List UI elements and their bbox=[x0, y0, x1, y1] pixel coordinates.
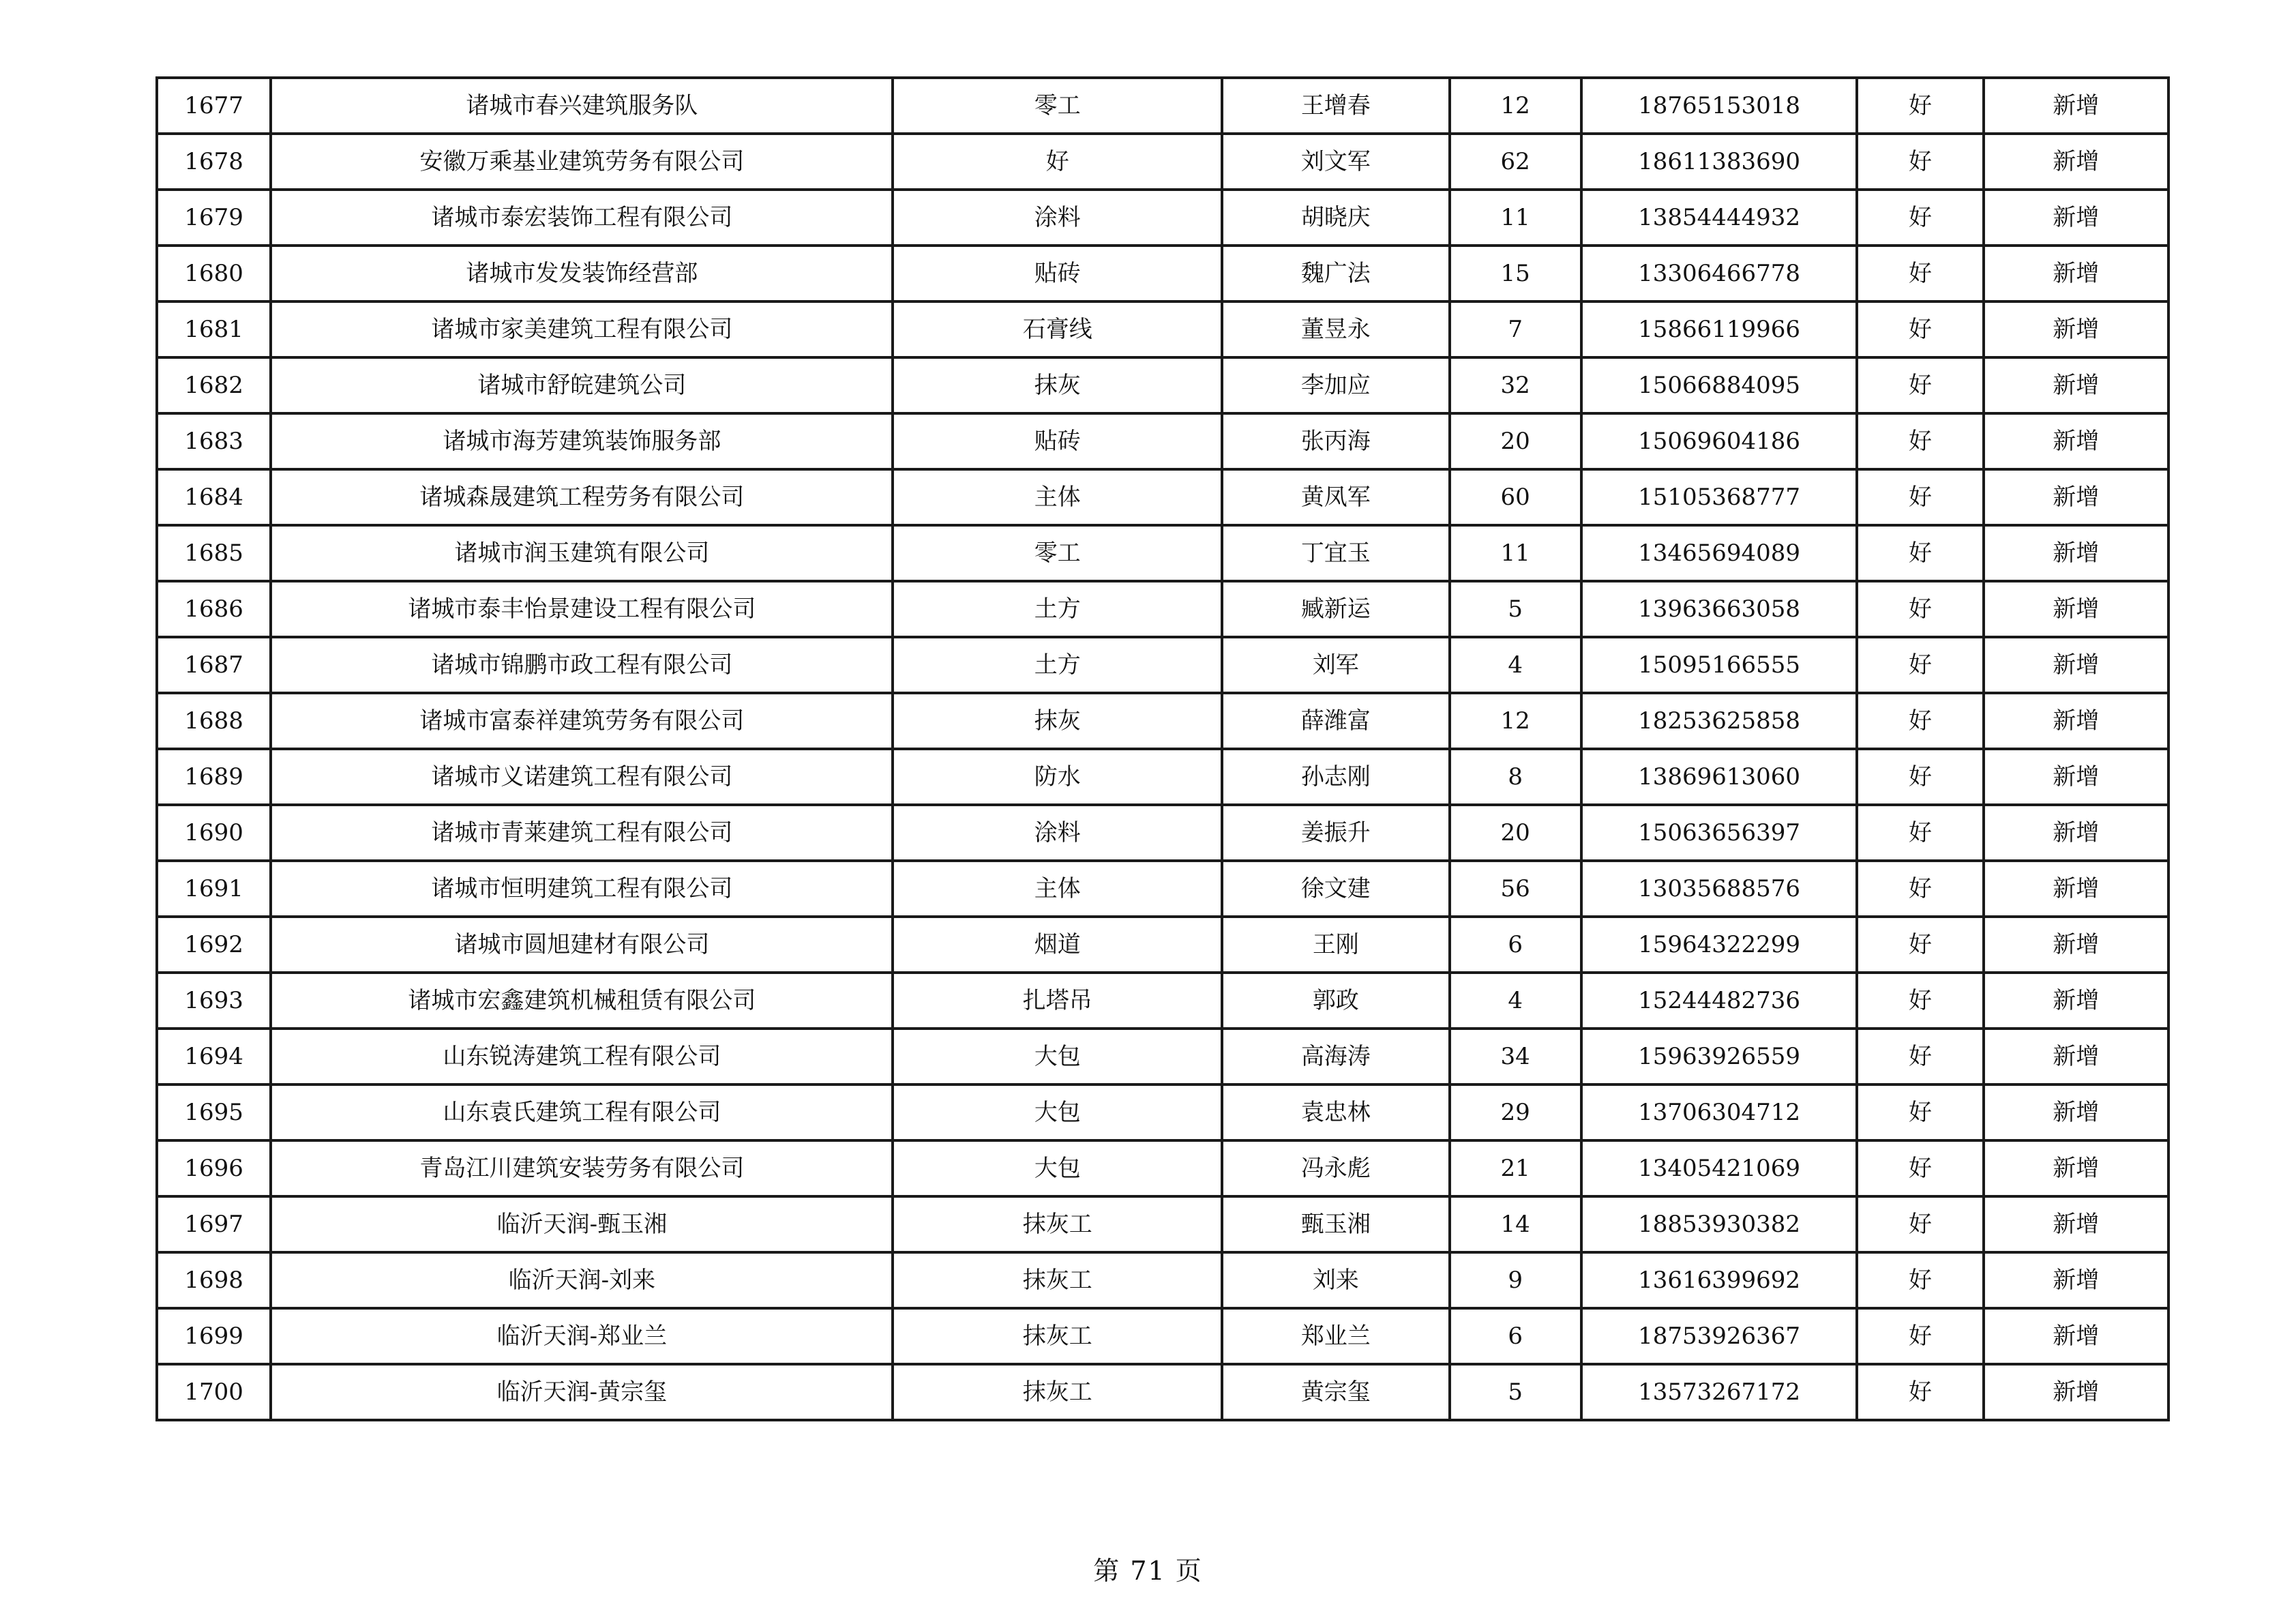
phone-number-cell: 13405421069 bbox=[1581, 1140, 1858, 1196]
contact-person-cell: 郭政 bbox=[1222, 973, 1449, 1029]
row-number-cell: 1688 bbox=[157, 693, 271, 749]
row-number-cell: 1696 bbox=[157, 1140, 271, 1196]
phone-number-cell: 15066884095 bbox=[1581, 357, 1858, 413]
worker-count-cell: 11 bbox=[1450, 190, 1581, 246]
contact-person-cell: 董昱永 bbox=[1222, 301, 1449, 357]
company-name-cell: 临沂天润-郑业兰 bbox=[271, 1308, 893, 1364]
worker-count-cell: 5 bbox=[1450, 581, 1581, 637]
row-number-cell: 1686 bbox=[157, 581, 271, 637]
rating-cell: 好 bbox=[1857, 1196, 1983, 1252]
company-name-cell: 临沂天润-黄宗玺 bbox=[271, 1364, 893, 1420]
table-row bbox=[157, 1196, 2168, 1252]
table-body bbox=[157, 78, 2168, 1420]
trade-type-cell: 大包 bbox=[893, 1084, 1222, 1140]
status-cell: 新增 bbox=[1984, 1308, 2168, 1364]
status-cell: 新增 bbox=[1984, 469, 2168, 525]
trade-type-cell: 零工 bbox=[893, 525, 1222, 581]
table-row bbox=[157, 134, 2168, 190]
table-row bbox=[157, 749, 2168, 805]
worker-count-cell: 14 bbox=[1450, 1196, 1581, 1252]
status-cell: 新增 bbox=[1984, 581, 2168, 637]
table-row bbox=[157, 917, 2168, 973]
phone-number-cell: 18853930382 bbox=[1581, 1196, 1858, 1252]
rating-cell: 好 bbox=[1857, 246, 1983, 301]
table-row bbox=[157, 1364, 2168, 1420]
phone-number-cell: 13963663058 bbox=[1581, 581, 1858, 637]
contact-person-cell: 高海涛 bbox=[1222, 1029, 1449, 1084]
status-cell: 新增 bbox=[1984, 1196, 2168, 1252]
table-row bbox=[157, 581, 2168, 637]
page-number: 第 71 页 bbox=[1093, 1556, 1203, 1586]
rating-cell: 好 bbox=[1857, 1029, 1983, 1084]
worker-count-cell: 56 bbox=[1450, 861, 1581, 917]
status-cell: 新增 bbox=[1984, 973, 2168, 1029]
company-name-cell: 诸城市青莱建筑工程有限公司 bbox=[271, 805, 893, 861]
company-name-cell: 诸城市富泰祥建筑劳务有限公司 bbox=[271, 693, 893, 749]
rating-cell: 好 bbox=[1857, 581, 1983, 637]
company-name-cell: 诸城市发发装饰经营部 bbox=[271, 246, 893, 301]
contact-person-cell: 魏广法 bbox=[1222, 246, 1449, 301]
status-cell: 新增 bbox=[1984, 1140, 2168, 1196]
phone-number-cell: 13573267172 bbox=[1581, 1364, 1858, 1420]
table-row bbox=[157, 805, 2168, 861]
company-name-cell: 诸城市泰丰怡景建设工程有限公司 bbox=[271, 581, 893, 637]
phone-number-cell: 15964322299 bbox=[1581, 917, 1858, 973]
trade-type-cell: 贴砖 bbox=[893, 246, 1222, 301]
rating-cell: 好 bbox=[1857, 1084, 1983, 1140]
phone-number-cell: 13306466778 bbox=[1581, 246, 1858, 301]
phone-number-cell: 18753926367 bbox=[1581, 1308, 1858, 1364]
row-number-cell: 1697 bbox=[157, 1196, 271, 1252]
contact-person-cell: 甄玉湘 bbox=[1222, 1196, 1449, 1252]
company-name-cell: 诸城市舒皖建筑公司 bbox=[271, 357, 893, 413]
contact-person-cell: 丁宜玉 bbox=[1222, 525, 1449, 581]
worker-count-cell: 12 bbox=[1450, 693, 1581, 749]
contact-person-cell: 刘文军 bbox=[1222, 134, 1449, 190]
status-cell: 新增 bbox=[1984, 1364, 2168, 1420]
contact-person-cell: 张丙海 bbox=[1222, 413, 1449, 469]
table-row bbox=[157, 1140, 2168, 1196]
rating-cell: 好 bbox=[1857, 1364, 1983, 1420]
worker-count-cell: 29 bbox=[1450, 1084, 1581, 1140]
rating-cell: 好 bbox=[1857, 637, 1983, 693]
table-row bbox=[157, 1308, 2168, 1364]
status-cell: 新增 bbox=[1984, 693, 2168, 749]
rating-cell: 好 bbox=[1857, 1252, 1983, 1308]
company-name-cell: 诸城市宏鑫建筑机械租赁有限公司 bbox=[271, 973, 893, 1029]
status-cell: 新增 bbox=[1984, 525, 2168, 581]
contact-person-cell: 黄凤军 bbox=[1222, 469, 1449, 525]
company-name-cell: 诸城森晟建筑工程劳务有限公司 bbox=[271, 469, 893, 525]
table-row bbox=[157, 78, 2168, 134]
row-number-cell: 1689 bbox=[157, 749, 271, 805]
row-number-cell: 1677 bbox=[157, 78, 271, 134]
worker-count-cell: 21 bbox=[1450, 1140, 1581, 1196]
company-name-cell: 诸城市圆旭建材有限公司 bbox=[271, 917, 893, 973]
company-name-cell: 诸城市海芳建筑装饰服务部 bbox=[271, 413, 893, 469]
table-row bbox=[157, 469, 2168, 525]
rating-cell: 好 bbox=[1857, 357, 1983, 413]
worker-count-cell: 60 bbox=[1450, 469, 1581, 525]
phone-number-cell: 15095166555 bbox=[1581, 637, 1858, 693]
rating-cell: 好 bbox=[1857, 525, 1983, 581]
row-number-cell: 1700 bbox=[157, 1364, 271, 1420]
phone-number-cell: 13465694089 bbox=[1581, 525, 1858, 581]
status-cell: 新增 bbox=[1984, 637, 2168, 693]
rating-cell: 好 bbox=[1857, 973, 1983, 1029]
trade-type-cell: 抹灰 bbox=[893, 357, 1222, 413]
row-number-cell: 1691 bbox=[157, 861, 271, 917]
worker-count-cell: 4 bbox=[1450, 973, 1581, 1029]
worker-count-cell: 32 bbox=[1450, 357, 1581, 413]
row-number-cell: 1694 bbox=[157, 1029, 271, 1084]
row-number-cell: 1682 bbox=[157, 357, 271, 413]
phone-number-cell: 13869613060 bbox=[1581, 749, 1858, 805]
company-name-cell: 诸城市春兴建筑服务队 bbox=[271, 78, 893, 134]
trade-type-cell: 土方 bbox=[893, 637, 1222, 693]
phone-number-cell: 15963926559 bbox=[1581, 1029, 1858, 1084]
rating-cell: 好 bbox=[1857, 469, 1983, 525]
trade-type-cell: 石膏线 bbox=[893, 301, 1222, 357]
trade-type-cell: 大包 bbox=[893, 1140, 1222, 1196]
table-row bbox=[157, 246, 2168, 301]
contact-person-cell: 徐文建 bbox=[1222, 861, 1449, 917]
company-name-cell: 诸城市泰宏装饰工程有限公司 bbox=[271, 190, 893, 246]
table-row bbox=[157, 190, 2168, 246]
worker-count-cell: 6 bbox=[1450, 1308, 1581, 1364]
table-row bbox=[157, 1252, 2168, 1308]
company-name-cell: 山东袁氏建筑工程有限公司 bbox=[271, 1084, 893, 1140]
status-cell: 新增 bbox=[1984, 805, 2168, 861]
trade-type-cell: 扎塔吊 bbox=[893, 973, 1222, 1029]
row-number-cell: 1681 bbox=[157, 301, 271, 357]
contact-person-cell: 刘军 bbox=[1222, 637, 1449, 693]
row-number-cell: 1692 bbox=[157, 917, 271, 973]
rating-cell: 好 bbox=[1857, 301, 1983, 357]
status-cell: 新增 bbox=[1984, 1084, 2168, 1140]
phone-number-cell: 13706304712 bbox=[1581, 1084, 1858, 1140]
row-number-cell: 1695 bbox=[157, 1084, 271, 1140]
contact-person-cell: 孙志刚 bbox=[1222, 749, 1449, 805]
row-number-cell: 1685 bbox=[157, 525, 271, 581]
company-name-cell: 诸城市润玉建筑有限公司 bbox=[271, 525, 893, 581]
trade-type-cell: 大包 bbox=[893, 1029, 1222, 1084]
rating-cell: 好 bbox=[1857, 134, 1983, 190]
table-row bbox=[157, 637, 2168, 693]
phone-number-cell: 15105368777 bbox=[1581, 469, 1858, 525]
contact-person-cell: 王刚 bbox=[1222, 917, 1449, 973]
row-number-cell: 1693 bbox=[157, 973, 271, 1029]
company-name-cell: 青岛江川建筑安装劳务有限公司 bbox=[271, 1140, 893, 1196]
contractor-table bbox=[155, 76, 2170, 1421]
row-number-cell: 1698 bbox=[157, 1252, 271, 1308]
company-name-cell: 诸城市恒明建筑工程有限公司 bbox=[271, 861, 893, 917]
company-name-cell: 安徽万乘基业建筑劳务有限公司 bbox=[271, 134, 893, 190]
row-number-cell: 1684 bbox=[157, 469, 271, 525]
phone-number-cell: 15866119966 bbox=[1581, 301, 1858, 357]
row-number-cell: 1678 bbox=[157, 134, 271, 190]
row-number-cell: 1687 bbox=[157, 637, 271, 693]
trade-type-cell: 抹灰 bbox=[893, 693, 1222, 749]
company-name-cell: 临沂天润-甄玉湘 bbox=[271, 1196, 893, 1252]
trade-type-cell: 涂料 bbox=[893, 190, 1222, 246]
contact-person-cell: 胡晓庆 bbox=[1222, 190, 1449, 246]
worker-count-cell: 20 bbox=[1450, 413, 1581, 469]
row-number-cell: 1679 bbox=[157, 190, 271, 246]
table-row bbox=[157, 693, 2168, 749]
row-number-cell: 1680 bbox=[157, 246, 271, 301]
status-cell: 新增 bbox=[1984, 917, 2168, 973]
rating-cell: 好 bbox=[1857, 805, 1983, 861]
status-cell: 新增 bbox=[1984, 861, 2168, 917]
worker-count-cell: 8 bbox=[1450, 749, 1581, 805]
trade-type-cell: 零工 bbox=[893, 78, 1222, 134]
contact-person-cell: 臧新运 bbox=[1222, 581, 1449, 637]
trade-type-cell: 主体 bbox=[893, 469, 1222, 525]
rating-cell: 好 bbox=[1857, 190, 1983, 246]
status-cell: 新增 bbox=[1984, 134, 2168, 190]
trade-type-cell: 涂料 bbox=[893, 805, 1222, 861]
worker-count-cell: 34 bbox=[1450, 1029, 1581, 1084]
table-row bbox=[157, 1084, 2168, 1140]
rating-cell: 好 bbox=[1857, 413, 1983, 469]
contact-person-cell: 李加应 bbox=[1222, 357, 1449, 413]
worker-count-cell: 7 bbox=[1450, 301, 1581, 357]
status-cell: 新增 bbox=[1984, 749, 2168, 805]
company-name-cell: 诸城市义诺建筑工程有限公司 bbox=[271, 749, 893, 805]
worker-count-cell: 6 bbox=[1450, 917, 1581, 973]
table-row bbox=[157, 861, 2168, 917]
trade-type-cell: 主体 bbox=[893, 861, 1222, 917]
rating-cell: 好 bbox=[1857, 749, 1983, 805]
company-name-cell: 临沂天润-刘来 bbox=[271, 1252, 893, 1308]
worker-count-cell: 15 bbox=[1450, 246, 1581, 301]
status-cell: 新增 bbox=[1984, 301, 2168, 357]
rating-cell: 好 bbox=[1857, 1308, 1983, 1364]
phone-number-cell: 18253625858 bbox=[1581, 693, 1858, 749]
contact-person-cell: 郑业兰 bbox=[1222, 1308, 1449, 1364]
phone-number-cell: 13035688576 bbox=[1581, 861, 1858, 917]
rating-cell: 好 bbox=[1857, 693, 1983, 749]
table-row bbox=[157, 357, 2168, 413]
rating-cell: 好 bbox=[1857, 78, 1983, 134]
status-cell: 新增 bbox=[1984, 413, 2168, 469]
status-cell: 新增 bbox=[1984, 246, 2168, 301]
trade-type-cell: 烟道 bbox=[893, 917, 1222, 973]
phone-number-cell: 18611383690 bbox=[1581, 134, 1858, 190]
table-row bbox=[157, 301, 2168, 357]
trade-type-cell: 好 bbox=[893, 134, 1222, 190]
rating-cell: 好 bbox=[1857, 917, 1983, 973]
rating-cell: 好 bbox=[1857, 861, 1983, 917]
contact-person-cell: 黄宗玺 bbox=[1222, 1364, 1449, 1420]
trade-type-cell: 防水 bbox=[893, 749, 1222, 805]
contact-person-cell: 王增春 bbox=[1222, 78, 1449, 134]
table-row bbox=[157, 973, 2168, 1029]
worker-count-cell: 11 bbox=[1450, 525, 1581, 581]
phone-number-cell: 18765153018 bbox=[1581, 78, 1858, 134]
worker-count-cell: 4 bbox=[1450, 637, 1581, 693]
table-row bbox=[157, 525, 2168, 581]
company-name-cell: 山东锐涛建筑工程有限公司 bbox=[271, 1029, 893, 1084]
phone-number-cell: 15069604186 bbox=[1581, 413, 1858, 469]
row-number-cell: 1683 bbox=[157, 413, 271, 469]
worker-count-cell: 62 bbox=[1450, 134, 1581, 190]
contact-person-cell: 薛潍富 bbox=[1222, 693, 1449, 749]
company-name-cell: 诸城市锦鹏市政工程有限公司 bbox=[271, 637, 893, 693]
phone-number-cell: 15063656397 bbox=[1581, 805, 1858, 861]
trade-type-cell: 抹灰工 bbox=[893, 1196, 1222, 1252]
table-row bbox=[157, 413, 2168, 469]
trade-type-cell: 抹灰工 bbox=[893, 1308, 1222, 1364]
contact-person-cell: 冯永彪 bbox=[1222, 1140, 1449, 1196]
worker-count-cell: 20 bbox=[1450, 805, 1581, 861]
status-cell: 新增 bbox=[1984, 1029, 2168, 1084]
worker-count-cell: 12 bbox=[1450, 78, 1581, 134]
company-name-cell: 诸城市家美建筑工程有限公司 bbox=[271, 301, 893, 357]
trade-type-cell: 抹灰工 bbox=[893, 1252, 1222, 1308]
trade-type-cell: 贴砖 bbox=[893, 413, 1222, 469]
phone-number-cell: 13616399692 bbox=[1581, 1252, 1858, 1308]
worker-count-cell: 5 bbox=[1450, 1364, 1581, 1420]
phone-number-cell: 13854444932 bbox=[1581, 190, 1858, 246]
contact-person-cell: 姜振升 bbox=[1222, 805, 1449, 861]
trade-type-cell: 抹灰工 bbox=[893, 1364, 1222, 1420]
trade-type-cell: 土方 bbox=[893, 581, 1222, 637]
status-cell: 新增 bbox=[1984, 1252, 2168, 1308]
rating-cell: 好 bbox=[1857, 1140, 1983, 1196]
table-row bbox=[157, 1029, 2168, 1084]
status-cell: 新增 bbox=[1984, 190, 2168, 246]
contact-person-cell: 刘来 bbox=[1222, 1252, 1449, 1308]
worker-count-cell: 9 bbox=[1450, 1252, 1581, 1308]
phone-number-cell: 15244482736 bbox=[1581, 973, 1858, 1029]
status-cell: 新增 bbox=[1984, 78, 2168, 134]
contact-person-cell: 袁忠林 bbox=[1222, 1084, 1449, 1140]
row-number-cell: 1699 bbox=[157, 1308, 271, 1364]
status-cell: 新增 bbox=[1984, 357, 2168, 413]
row-number-cell: 1690 bbox=[157, 805, 271, 861]
